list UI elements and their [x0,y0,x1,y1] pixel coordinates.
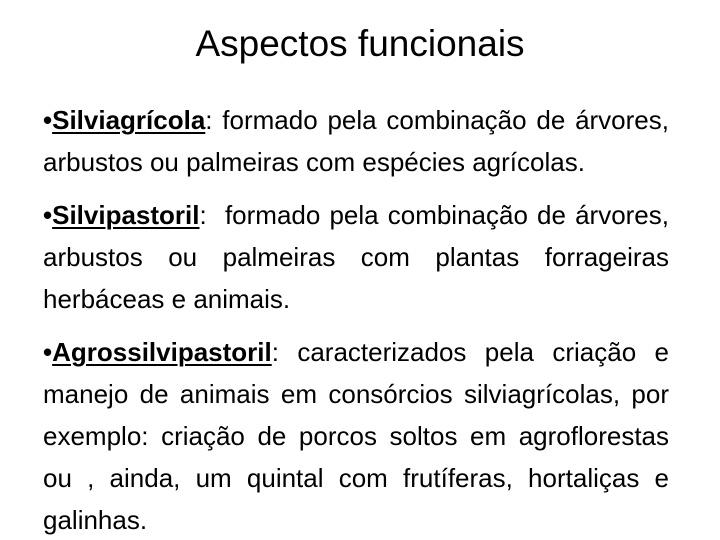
definition-text: formado pela combinação de árvores, arbustos ou palmeiras com espécies agrícolas. [43,105,669,177]
term-separator: : [271,337,279,367]
definition-text: caracterizados pela criação e manejo de animais em consórcios silviagrícolas, por exemplo: criação de porcos soltos em agroflorestas ou , ainda, um quintal com frutíferas, hortaliças e galinhas. [43,337,669,535]
bullet-item-silvipastoril [43,194,677,320]
bullet-item-silviagricola [43,99,669,183]
bullet-icon: • [43,337,53,367]
bullet-icon: • [43,105,53,135]
term-silviagricola: Silviagrícola [52,105,206,135]
slide-title: Aspectos funcionais [195,23,525,64]
term-agrossilvipastoril: Agrossilvipastoril [52,337,272,367]
definition-text: formado pela combinação de árvores, arbustos ou palmeiras com plantas forrageiras herbáceas e animais. [43,200,677,314]
bullet-item-agrossilvipastoril [43,331,669,540]
term-separator: : [205,105,213,135]
slide-body [43,99,677,540]
bullet-icon: • [43,200,53,230]
term-silvipastoril: Silvipastoril [52,200,200,230]
term-separator: : [199,200,207,230]
